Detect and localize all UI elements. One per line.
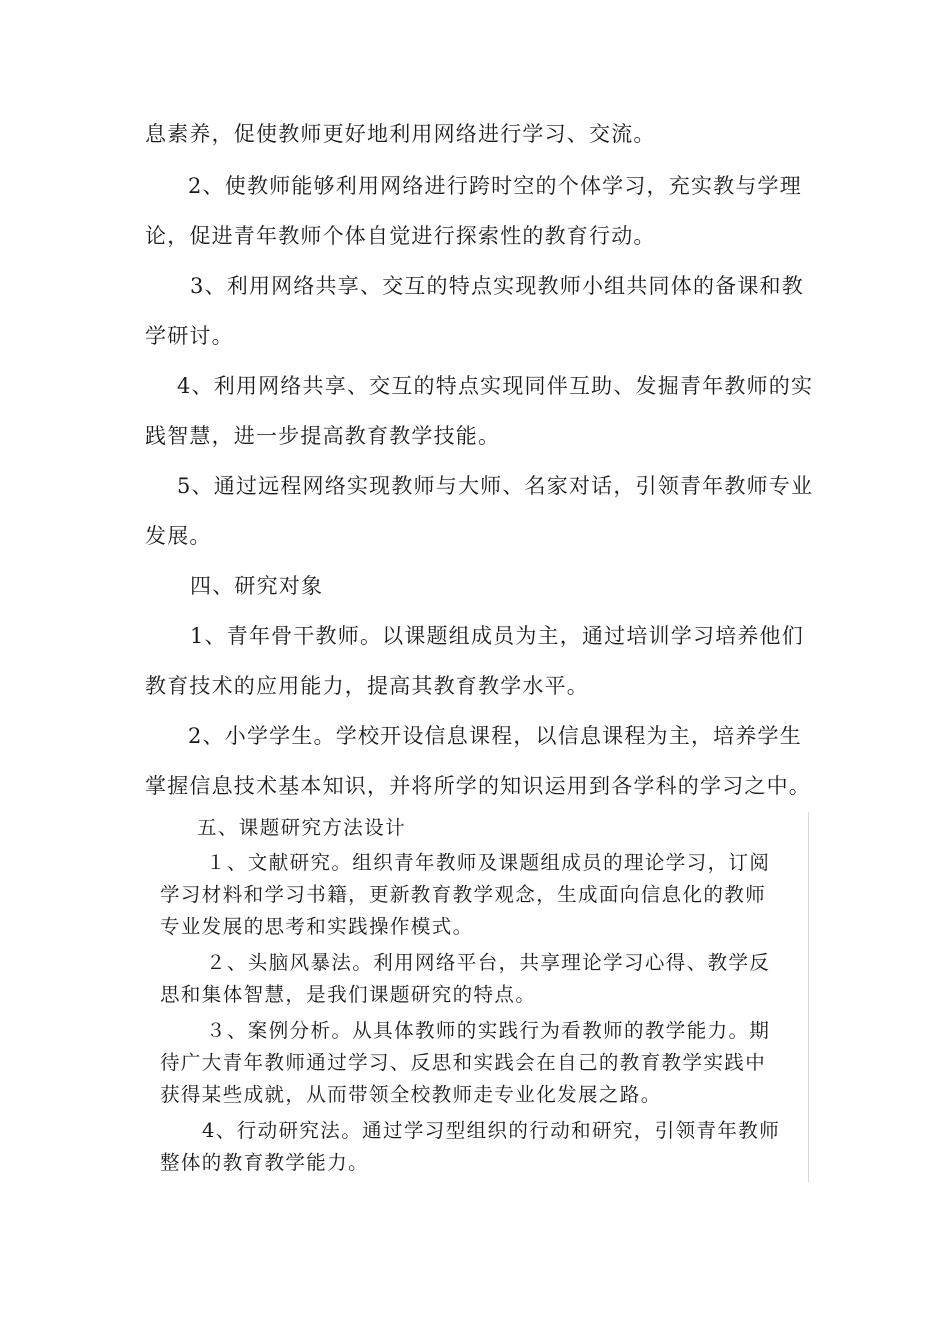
paragraph-line: 待广大青年教师通过学习、反思和实践会在自己的教育教学实践中 — [160, 1051, 767, 1074]
paragraph-line: 3、利用网络共享、交互的特点实现教师小组共同体的备课和教 — [190, 274, 804, 298]
paragraph-line: ２、头脑风暴法。利用网络平台，共享理论学习心得、教学反 — [206, 951, 771, 974]
paragraph-line: 4、行动研究法。通过学习型组织的行动和研究，引领青年教师 — [202, 1119, 781, 1142]
paragraph-line: 思和集体智慧，是我们课题研究的特点。 — [160, 983, 537, 1006]
paragraph-line: 教育技术的应用能力，提高其教育教学水平。 — [145, 674, 589, 698]
paragraph-line: 1、青年骨干教师。以课题组成员为主，通过培训学习培养他们 — [190, 624, 804, 648]
paragraph-line: 学研讨。 — [145, 324, 234, 348]
paragraph-line: 发展。 — [145, 524, 212, 548]
paragraph-line: 专业发展的思考和实践操作模式。 — [160, 915, 474, 938]
paragraph-line: 掌握信息技术基本知识，并将所学的知识运用到各学科的学习之中。 — [145, 774, 811, 798]
paragraph-line: 整体的教育教学能力。 — [160, 1151, 370, 1174]
paragraph-line: 5、通过远程网络实现教师与大师、名家对话，引领青年教师专业 — [177, 474, 814, 498]
section-heading: 五、课题研究方法设计 — [197, 816, 407, 839]
paragraph-line: 息素养，促使教师更好地利用网络进行学习、交流。 — [145, 122, 656, 146]
section-heading: 四、研究对象 — [190, 574, 324, 598]
paragraph-line: 学习材料和学习书籍，更新教育教学观念，生成面向信息化的教师 — [160, 883, 767, 906]
paragraph-line: 践智慧，进一步提高教育教学技能。 — [145, 424, 501, 448]
paragraph-line: ３、案例分析。从具体教师的实践行为看教师的教学能力。期 — [206, 1019, 771, 1042]
paragraph-line: 论，促进青年教师个体自觉进行探索性的教育行动。 — [145, 224, 656, 248]
paragraph-line: 2、使教师能够利用网络进行跨时空的个体学习，充实教与学理 — [188, 174, 802, 198]
paragraph-line: 2、小学学生。学校开设信息课程，以信息课程为主，培养学生 — [188, 724, 802, 748]
margin-rule — [808, 812, 809, 1182]
paragraph-line: １、文献研究。组织青年教师及课题组成员的理论学习，订阅 — [206, 851, 771, 874]
paragraph-line: 获得某些成就，从而带领全校教师走专业化发展之路。 — [160, 1083, 662, 1106]
paragraph-line: 4、利用网络共享、交互的特点实现同伴互助、发掘青年教师的实 — [177, 374, 814, 398]
